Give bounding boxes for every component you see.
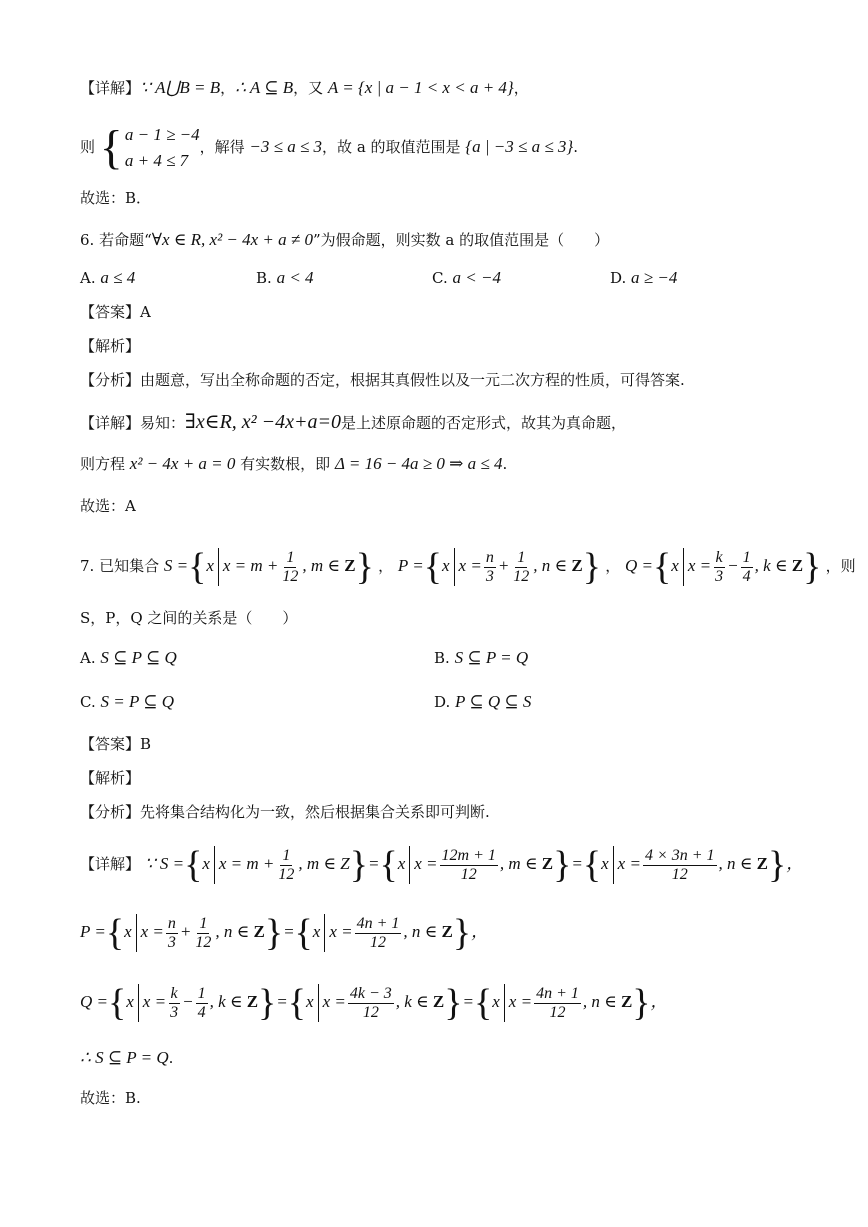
q6-analysis-tag: 【解析】	[80, 337, 141, 355]
q7-conclusion: ∴ S ⊆ P = Q.	[80, 1048, 174, 1067]
q5-sep: ，	[220, 79, 236, 97]
q5-then: 则	[80, 138, 96, 156]
q5-system-row1: a − 1 ≥ −4	[124, 125, 200, 144]
q6-stem-prefix: 6. 若命题“	[80, 231, 152, 249]
q7-stem-line2: S，P，Q 之间的关系是（ ）	[80, 609, 298, 627]
q7-set-P: P ={x x = $\frac{n}{3}$ + $\frac{1}{12}$ , n ∈ Z}	[397, 546, 601, 589]
q7-stem: 7. 已知集合 S ={x x = m + $\frac{1}{12}$ , m ∈ Z} ， P ={x x = $\frac{n}{3}$ + $\frac{1}{12}$ , n ∈ Z} ， Q ={x x = $\frac{k}{3}$ − $\frac{1}{4}$ , k ∈ Z} ，则	[80, 546, 856, 589]
q5-range-math: {a | −3 ≤ a ≤ 3}	[465, 137, 574, 156]
q5-range-end: .	[573, 138, 578, 156]
q5-math-setA: A = {x | a − 1 < x < a + 4}	[327, 78, 514, 97]
q7-detail-line1: 【详解】 ∵ S ={x x = m + $\frac{1}{12}$ , m ∈ Z}={x x = $\frac{12m + 1}{12}$ , m ∈ Z}={x x = $\frac{4 \times 3n + 1}{12}$ , n ∈ Z}，	[80, 844, 804, 887]
q7-detail-S: ∵ S ={x x = m + $\frac{1}{12}$ , m ∈ Z}={x x = $\frac{12m + 1}{12}$ , m ∈ Z}={x x = $\frac{4 \times 3n + 1}{12}$ , n ∈ Z}，	[144, 844, 804, 887]
q5-detail-line2	[80, 122, 578, 174]
q7-detail-Q: Q ={x x = $\frac{k}{3}$ − $\frac{1}{4}$ , k ∈ Z}={x x = $\frac{4k - 3}{12}$ , k ∈ Z}={x x = $\frac{4n + 1}{12}$ , n ∈ Z}，	[80, 982, 668, 1025]
q5-choose: 故选：B．	[80, 189, 152, 207]
q5-inequality-system: { a − 1 ≥ −4 a + 4 ≤ 7	[99, 121, 200, 174]
q5-math-subset: ∴ A ⊆ B	[235, 78, 294, 97]
q6-detail-line2: 则方程 x² − 4x + a = 0 有实数根，即 Δ = 16 − 4a ≥ 0 ⇒ a ≤ 4.	[80, 454, 508, 473]
q5-range-text: ，故 a 的取值范围是	[322, 138, 466, 156]
q6-stem-math: ∀x ∈ R, x² − 4x + a ≠ 0	[151, 230, 313, 249]
q6-choose: 故选：A	[80, 497, 136, 515]
q7-set-S: S ={x x = m + $\frac{1}{12}$ , m ∈ Z}	[163, 546, 374, 589]
q6-equation: x² − 4x + a = 0	[129, 454, 236, 473]
q6-answer: 【答案】A	[80, 303, 151, 321]
q7-option-c: C. S = P ⊆ Q	[80, 692, 175, 711]
q6-stem-suffix: ”为假命题，则实数 a 的取值范围是（ ）	[312, 231, 610, 249]
q6-option-a: A. a ≤ 4	[80, 268, 136, 287]
q6-breakdown: 【分析】由题意，写出全称命题的否定，根据其真假性以及一元二次方程的性质，可得答案.	[80, 371, 685, 389]
q7-option-b: B. S ⊆ P = Q	[434, 648, 529, 667]
q6-discriminant: Δ = 16 − 4a ≥ 0 ⇒ a ≤ 4	[334, 454, 503, 473]
q5-solve-prefix: ，解得	[199, 138, 250, 156]
q7-breakdown: 【分析】先将集合结构化为一致，然后根据集合关系即可判断.	[80, 803, 490, 821]
q7-analysis-tag: 【解析】	[80, 769, 141, 787]
q7-detail-line2	[80, 910, 488, 954]
q6-stem	[80, 228, 609, 252]
q5-detail-line1	[80, 76, 529, 100]
q5-also: ，又	[293, 79, 328, 97]
q6-detail-line1: 【详解】易知：∃x∈R, x² −4x+a=0是上述原命题的否定形式，故其为真命题，	[80, 411, 627, 433]
q7-detail-P: P ={x x = $\frac{n}{3}$ + $\frac{1}{12}$ , n ∈ Z}={x x = $\frac{4n + 1}{12}$ , n ∈ Z}，	[80, 912, 489, 955]
q5-end1: ，	[513, 79, 529, 97]
q7-option-a: A. S ⊆ P ⊆ Q	[80, 648, 177, 667]
q5-solve-math: −3 ≤ a ≤ 3	[249, 137, 323, 156]
q7-choose: 故选：B.	[80, 1089, 141, 1107]
q5-math-union: ∵ A⋃B = B	[140, 78, 221, 97]
q6-detail-math: ∃x∈R, x² −4x+a=0	[185, 411, 342, 433]
q6-option-b: B. a < 4	[256, 268, 314, 287]
q6-option-c: C. a < −4	[432, 268, 501, 287]
q7-answer: 【答案】B	[80, 735, 152, 753]
q6-option-d: D. a ≥ −4	[610, 268, 678, 287]
q7-option-d: D. P ⊆ Q ⊆ S	[434, 692, 532, 711]
q5-system-row2: a + 4 ≤ 7	[124, 151, 189, 170]
detail-tag: 【详解】	[80, 79, 141, 97]
q7-set-Q: Q ={x x = $\frac{k}{3}$ − $\frac{1}{4}$ , k ∈ Z}	[625, 546, 822, 589]
q7-detail-line3	[80, 980, 668, 1024]
